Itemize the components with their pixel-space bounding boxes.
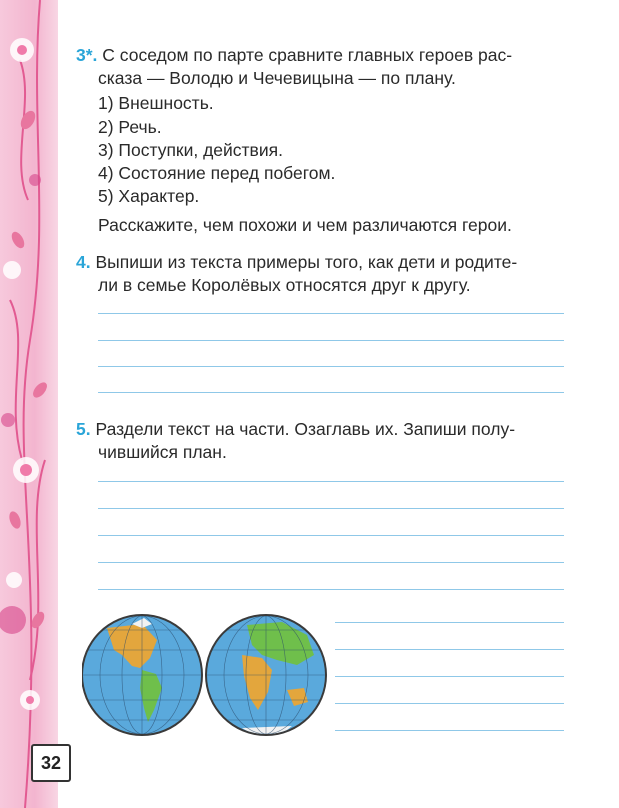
task-3-line-1: 3*. С соседом по парте сравните главных героев рас- [76, 45, 513, 65]
answer-line[interactable] [335, 730, 564, 731]
answer-line[interactable] [335, 649, 564, 650]
task-5-line-1: 5. Раздели текст на части. Озаглавь их. Запиши полу- [76, 419, 516, 439]
answer-line[interactable] [98, 562, 564, 563]
answer-line[interactable] [98, 535, 564, 536]
answer-line[interactable] [335, 622, 564, 623]
task-3-item: 2) Речь. [98, 117, 162, 137]
task-3-item: 3) Поступки, действия. [98, 140, 283, 160]
task-3-number: 3*. [76, 45, 98, 65]
task-3-item: 1) Внешность. [98, 93, 214, 113]
task-5-line-2: чившийся план. [98, 442, 227, 462]
answer-line[interactable] [335, 676, 564, 677]
answer-line[interactable] [98, 392, 564, 393]
answer-line[interactable] [98, 340, 564, 341]
decorative-flower-border [0, 0, 58, 808]
task-3-line-2: сказа — Володю и Чечевицына — по плану. [98, 68, 456, 88]
answer-line[interactable] [98, 313, 564, 314]
world-map-globe-icon [82, 610, 332, 740]
answer-line[interactable] [98, 589, 564, 590]
task-3-closing: Расскажите, чем похожи и чем различаются герои. [98, 215, 512, 235]
task-4-line-1: 4. Выпиши из текста примеры того, как дети и родите- [76, 252, 518, 272]
answer-line[interactable] [335, 703, 564, 704]
answer-line[interactable] [98, 508, 564, 509]
task-4-line-2: ли в семье Королёвых относятся друг к другу. [98, 275, 471, 295]
answer-line[interactable] [98, 481, 564, 482]
task-3-item: 4) Состояние перед побегом. [98, 163, 336, 183]
flower-decor-icon [0, 0, 58, 808]
page-number: 32 [31, 744, 71, 782]
task-4-number: 4. [76, 252, 91, 272]
answer-line[interactable] [98, 366, 564, 367]
task-3-item: 5) Характер. [98, 186, 200, 206]
task-5-number: 5. [76, 419, 91, 439]
